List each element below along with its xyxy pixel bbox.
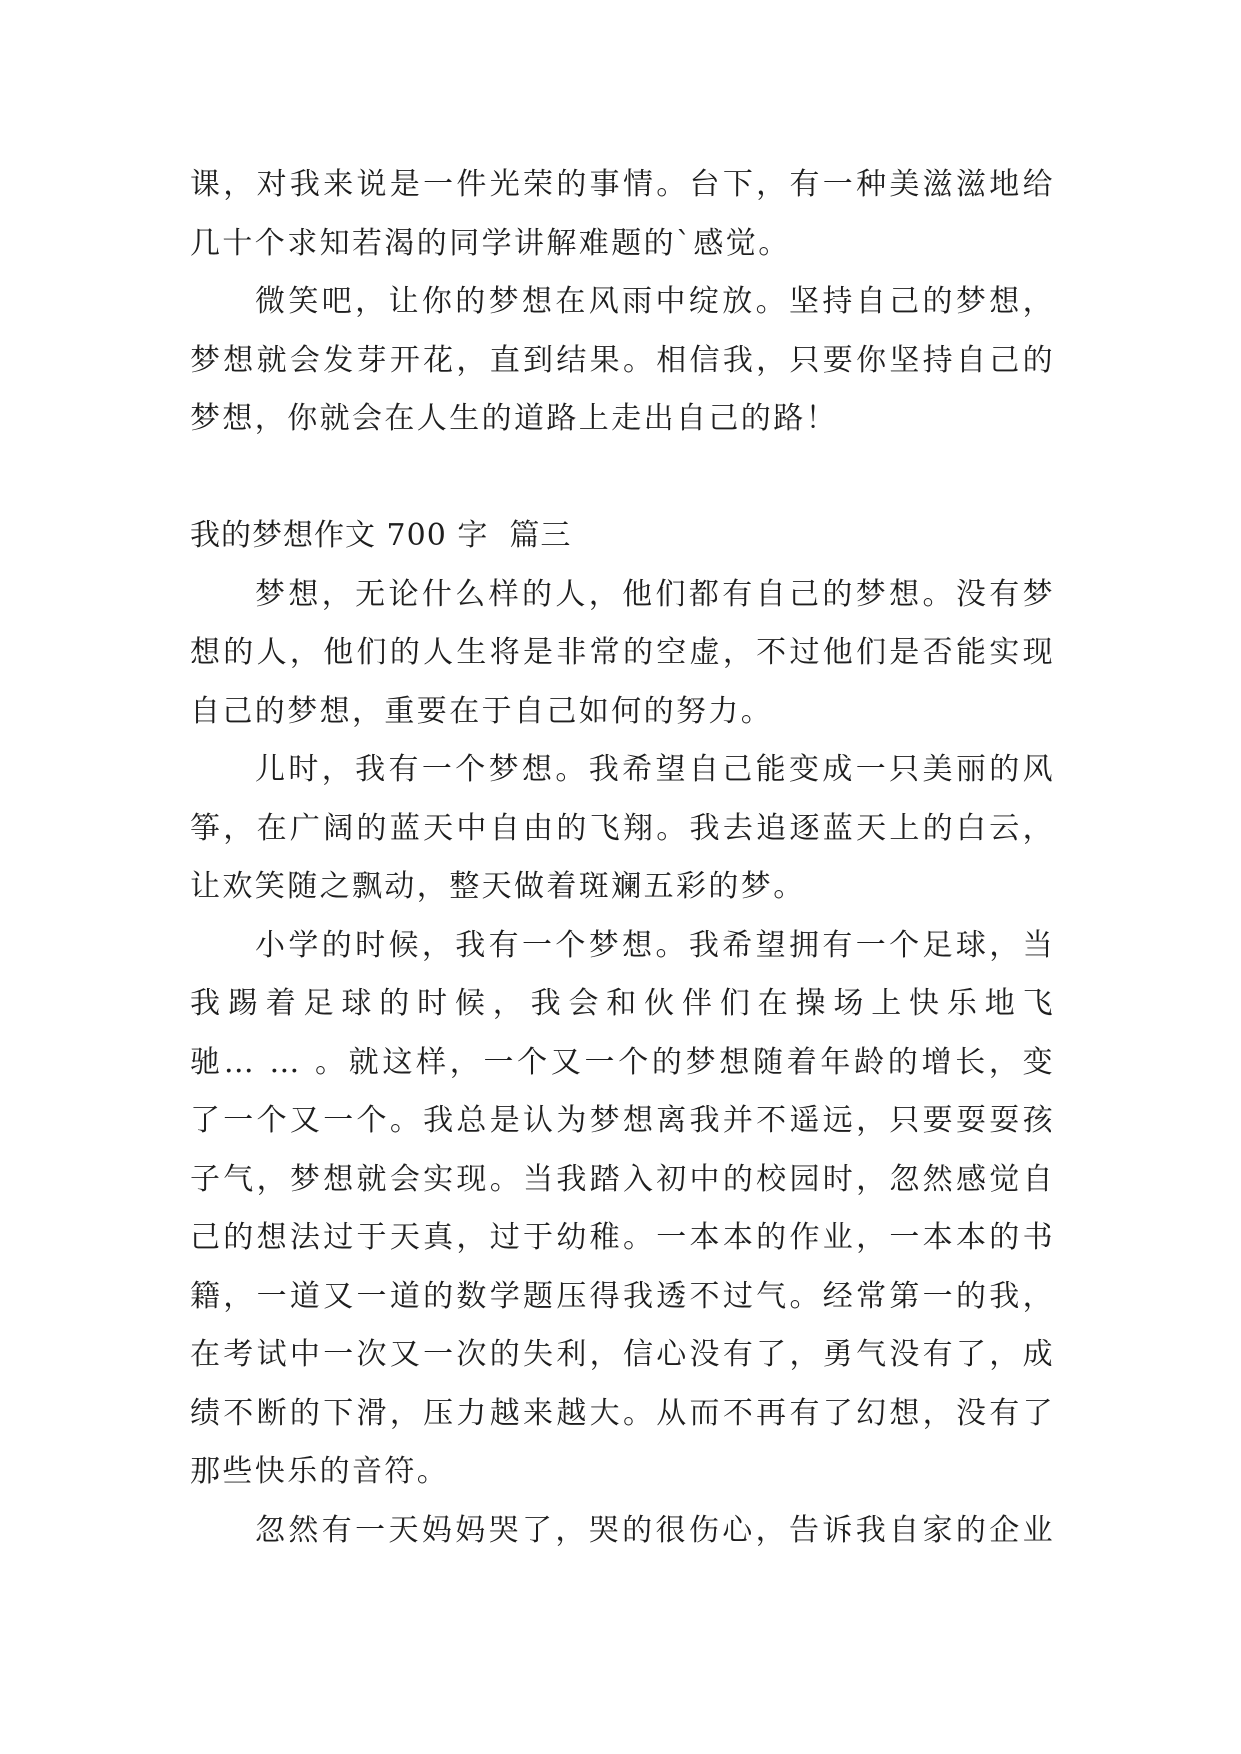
text-line: 筝，在广阔的蓝天中自由的飞翔。我去追逐蓝天上的白云， — [190, 810, 1055, 846]
text-line: 自己的梦想，重要在于自己如何的努力。 — [190, 693, 774, 729]
text-line: 驰… … 。就这样，一个又一个的梦想随着年龄的增长，变 — [190, 1044, 1055, 1080]
blank-line — [190, 449, 1055, 508]
text-line: 我踢着足球的时候，我会和伙伴们在操场上快乐地飞 — [190, 986, 1055, 1021]
paragraph — [190, 917, 1055, 1502]
paragraph — [190, 156, 1055, 273]
text-line: 想的人，他们的人生将是非常的空虚，不过他们是否能实现 — [190, 635, 1055, 670]
document-body — [190, 156, 1055, 1560]
paragraph — [190, 741, 1055, 917]
text-line: 梦想就会发芽开花，直到结果。相信我，只要你坚持自己的 — [190, 342, 1055, 378]
text-line: 己的想法过于天真，过于幼稚。一本本的作业，一本本的书 — [190, 1220, 1055, 1255]
paragraph — [190, 1502, 1055, 1561]
text-line: 忽然有一天妈妈哭了，哭的很伤心，告诉我自家的企业 — [255, 1512, 1055, 1548]
paragraph — [190, 273, 1055, 449]
paragraph — [190, 566, 1055, 742]
text-line: 子气，梦想就会实现。当我踏入初中的校园时，忽然感觉自 — [190, 1161, 1055, 1197]
text-line: 那些快乐的音符。 — [190, 1454, 450, 1489]
text-line: 小学的时候，我有一个梦想。我希望拥有一个足球，当 — [255, 927, 1055, 963]
text-line: 了一个又一个。我总是认为梦想离我并不遥远，只要耍耍孩 — [190, 1103, 1055, 1138]
text-line: 绩不断的下滑，压力越来越大。从而不再有了幻想，没有了 — [190, 1395, 1055, 1431]
text-line: 梦想，无论什么样的人，他们都有自己的梦想。没有梦 — [255, 576, 1055, 612]
text-line: 籍，一道又一道的数学题压得我透不过气。经常第一的我， — [190, 1278, 1055, 1314]
text-line: 儿时，我有一个梦想。我希望自己能变成一只美丽的风 — [255, 752, 1055, 787]
text-line: 让欢笑随之飘动，整天做着斑斓五彩的梦。 — [190, 869, 806, 904]
text-line: 课，对我来说是一件光荣的事情。台下，有一种美滋滋地给 — [190, 167, 1055, 202]
text-line: 几十个求知若渴的同学讲解难题的`感觉。 — [190, 225, 791, 261]
section-heading: 我的梦想作文 700 字 篇三 — [190, 518, 572, 553]
text-line: 在考试中一次又一次的失利，信心没有了，勇气没有了，成 — [190, 1337, 1055, 1372]
text-line: 梦想，你就会在人生的道路上走出自己的路！ — [190, 401, 838, 436]
text-line: 微笑吧，让你的梦想在风雨中绽放。坚持自己的梦想， — [255, 284, 1055, 319]
